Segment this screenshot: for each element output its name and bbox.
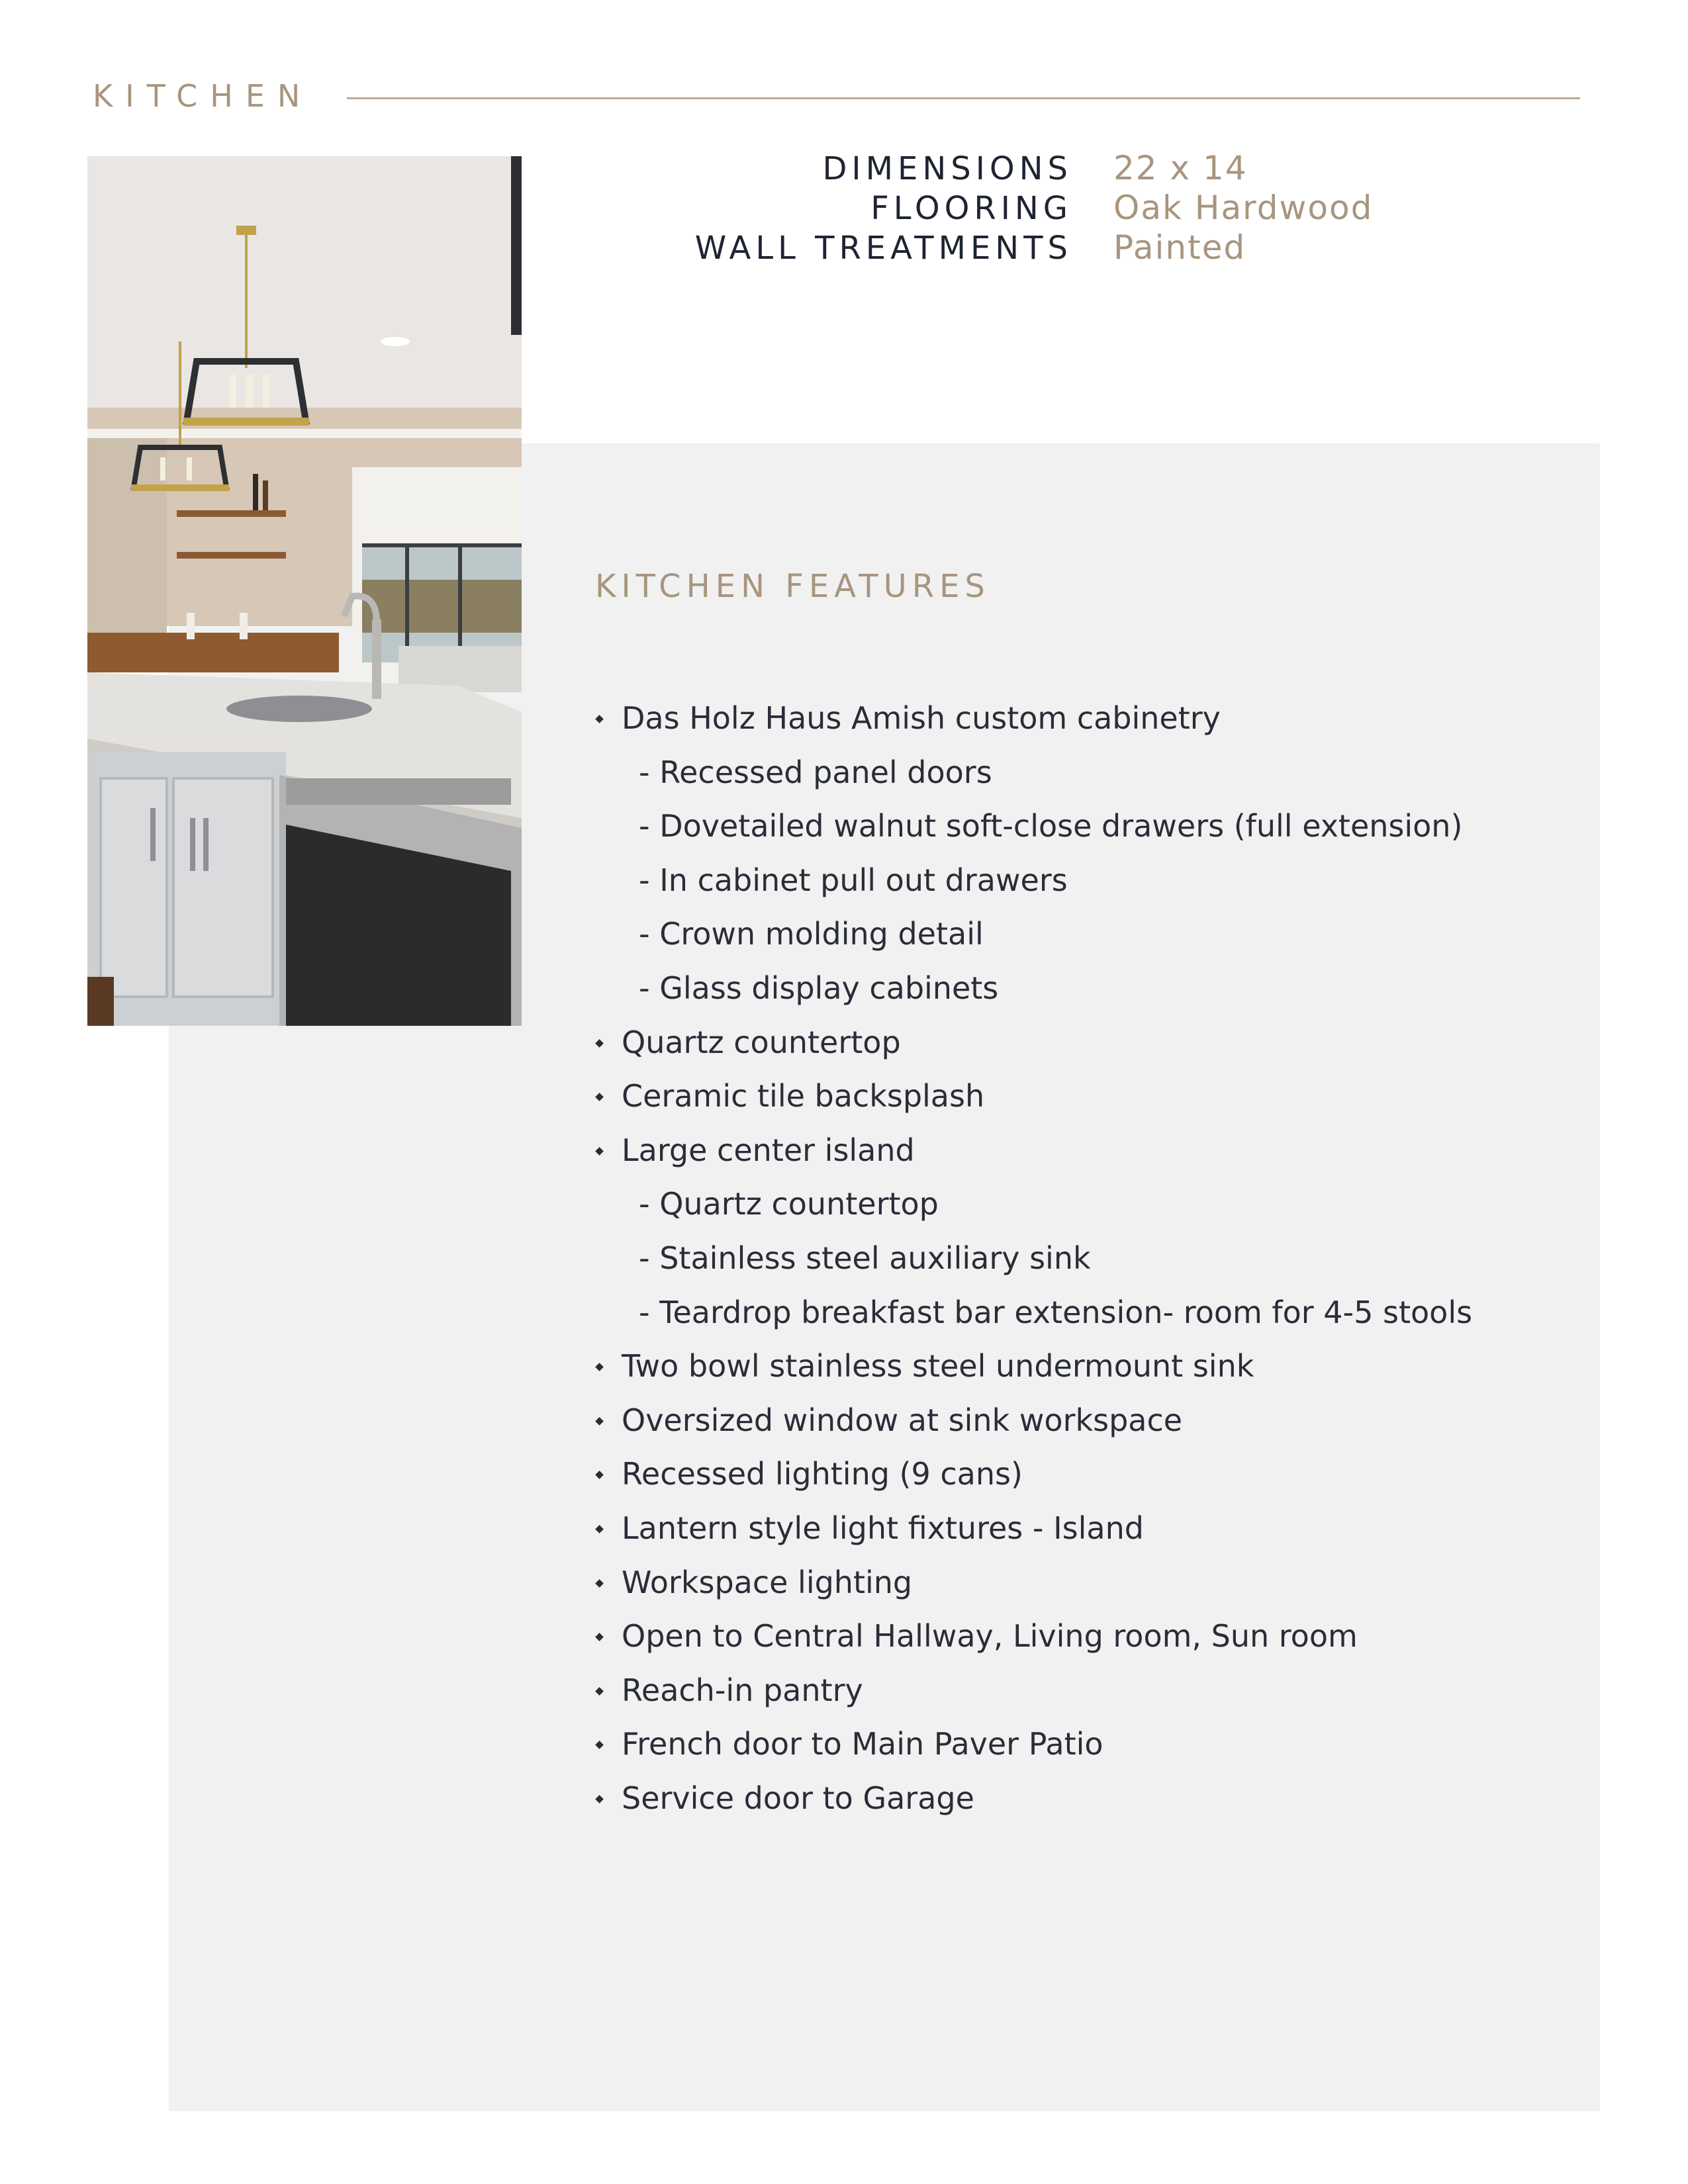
feature-item <box>592 1451 1585 1505</box>
bullet-icon <box>595 1795 604 1803</box>
feature-item <box>592 1343 1585 1397</box>
feature-subitem <box>592 803 1585 857</box>
bullet-icon <box>595 1687 604 1696</box>
bullet-icon <box>595 715 604 723</box>
feature-text: Oversized window at sink workspace <box>622 1402 1183 1438</box>
feature-text: Ceramic tile backsplash <box>622 1078 985 1115</box>
feature-subitem <box>592 965 1585 1019</box>
bullet-icon <box>595 1525 604 1533</box>
feature-item <box>592 1559 1585 1614</box>
feature-item <box>592 1775 1585 1829</box>
feature-text: Das Holz Haus Amish custom cabinetry <box>622 700 1221 736</box>
features-list <box>592 695 1585 1829</box>
feature-text: French door to Main Paver Patio <box>622 1726 1103 1762</box>
feature-subitem <box>592 1289 1585 1343</box>
feature-item <box>592 695 1585 749</box>
bullet-icon <box>595 1093 604 1101</box>
feature-item <box>592 1721 1585 1775</box>
feature-text: Recessed lighting (9 cans) <box>622 1456 1023 1492</box>
feature-text: - Crown molding detail <box>639 916 984 952</box>
bullet-icon <box>595 1579 604 1588</box>
header-divider <box>347 97 1580 99</box>
feature-text: - Teardrop breakfast bar extension- room for 4-5 stools <box>639 1294 1473 1330</box>
feature-text: - Dovetailed walnut soft-close drawers (full extension) <box>639 808 1463 844</box>
feature-item <box>592 1019 1585 1073</box>
feature-text: - Glass display cabinets <box>639 970 999 1006</box>
feature-text: - In cabinet pull out drawers <box>639 862 1068 898</box>
kitchen-photo <box>87 156 522 1026</box>
bullet-icon <box>595 1471 604 1479</box>
bullet-icon <box>595 1741 604 1749</box>
spec-row-wall-treatments <box>556 228 1417 267</box>
feature-subitem <box>592 857 1585 911</box>
spec-row-flooring <box>556 188 1417 228</box>
feature-text: Service door to Garage <box>622 1780 974 1816</box>
feature-item <box>592 1613 1585 1667</box>
feature-text: - Quartz countertop <box>639 1186 939 1222</box>
feature-subitem <box>592 911 1585 965</box>
feature-text: - Recessed panel doors <box>639 754 992 790</box>
feature-text: Open to Central Hallway, Living room, Sun room <box>622 1618 1358 1655</box>
spec-value: Oak Hardwood <box>1113 189 1374 227</box>
bullet-icon <box>595 1633 604 1641</box>
feature-text: Large center island <box>622 1132 915 1168</box>
features-heading: KITCHEN FEATURES <box>595 568 990 605</box>
spec-row-dimensions <box>556 148 1417 188</box>
room-specs <box>556 148 1417 267</box>
feature-item <box>592 1073 1585 1127</box>
bullet-icon <box>595 1147 604 1156</box>
feature-text: Two bowl stainless steel undermount sink <box>622 1348 1254 1385</box>
feature-text: - Stainless steel auxiliary sink <box>639 1240 1091 1276</box>
spec-value: 22 x 14 <box>1113 149 1248 187</box>
feature-item <box>592 1505 1585 1559</box>
spec-label: DIMENSIONS <box>822 150 1072 187</box>
feature-text: Reach-in pantry <box>622 1672 863 1708</box>
feature-item <box>592 1397 1585 1451</box>
feature-item <box>592 1667 1585 1721</box>
bullet-icon <box>595 1039 604 1048</box>
spec-value: Painted <box>1113 228 1246 267</box>
feature-subitem <box>592 1181 1585 1235</box>
feature-text: Workspace lighting <box>622 1564 913 1600</box>
feature-text: Quartz countertop <box>622 1024 901 1060</box>
feature-subitem <box>592 1235 1585 1289</box>
feature-item <box>592 1127 1585 1181</box>
page-title: KITCHEN <box>93 78 313 114</box>
bullet-icon <box>595 1363 604 1371</box>
spec-label: WALL TREATMENTS <box>694 230 1072 267</box>
bullet-icon <box>595 1417 604 1426</box>
feature-subitem <box>592 749 1585 803</box>
feature-text: Lantern style light fixtures - Island <box>622 1510 1144 1546</box>
spec-label: FLOORING <box>870 190 1072 227</box>
